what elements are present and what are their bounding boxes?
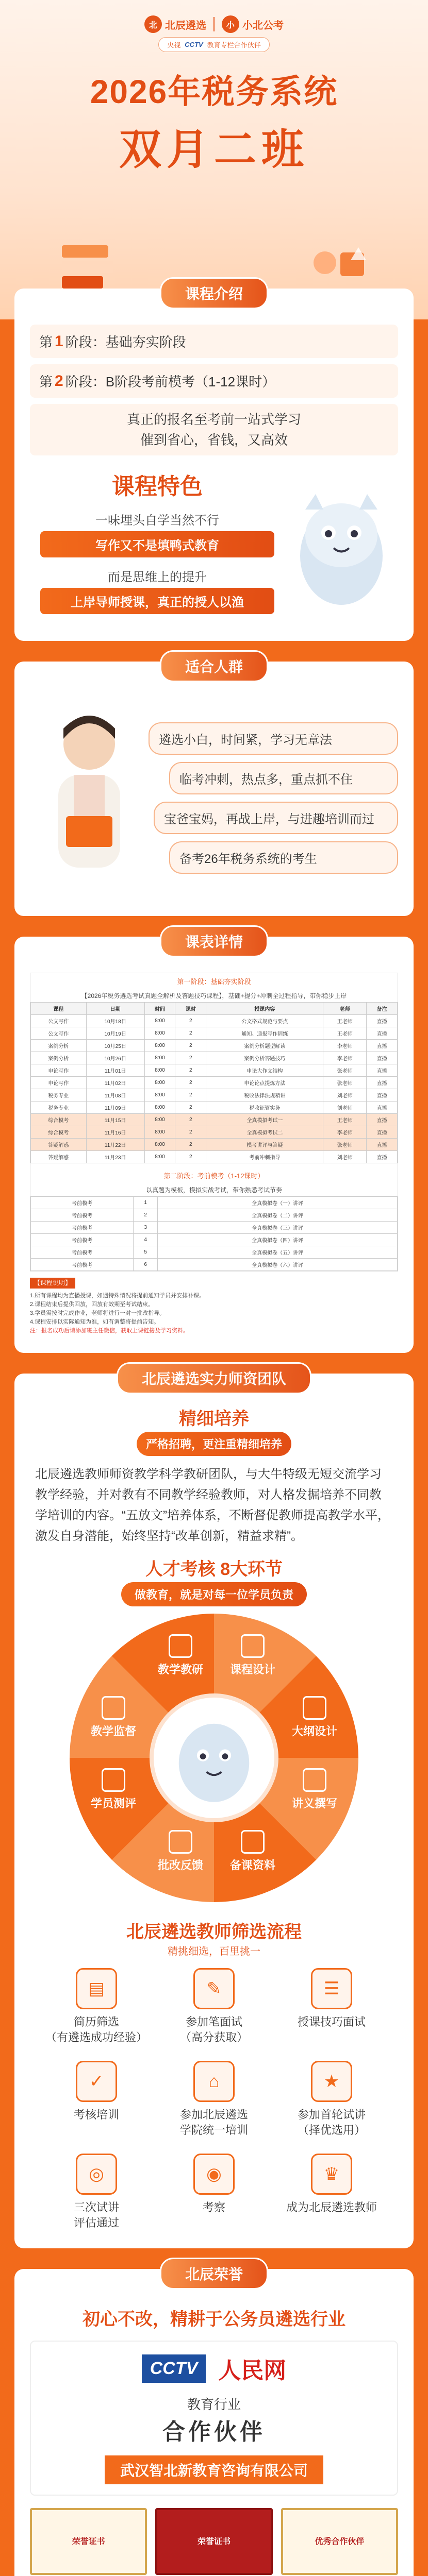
partner-prefix: 央视 [167, 41, 181, 49]
table-cell: 8:00 [144, 1077, 175, 1089]
table-cell: 直播 [367, 1139, 398, 1151]
flow-step [158, 1968, 270, 2045]
stage-number: 1 [55, 332, 63, 350]
flow-step [275, 2154, 388, 2231]
table-cell: 11月02日 [86, 1077, 144, 1089]
table-cell: 直播 [367, 1015, 398, 1027]
mascot-illustration [285, 479, 398, 613]
table-cell: 直播 [367, 1101, 398, 1114]
flow-step-label: 简历筛选 （有遴选成功经验） [45, 2015, 147, 2044]
books-illustration [62, 242, 119, 289]
table-cell: 税务专业 [31, 1089, 87, 1101]
stage2-subtitle: 以真题为模板，模拟实战考试，带你熟悉考试节奏 [145, 1187, 282, 1194]
partner-certificate [30, 2341, 398, 2496]
table-cell: 4 [134, 1234, 158, 1246]
brand-xiaobei [222, 15, 284, 33]
feature-pill: 写作又不是填鸭式教育 [40, 531, 274, 557]
table-cell: 11月15日 [86, 1114, 144, 1126]
table-cell: 8:00 [144, 1101, 175, 1114]
feature-line: 而是思维上的提升 [108, 570, 207, 584]
page-title-line1: 2026年税务系统 [90, 73, 338, 110]
wheel-title: 人才考核 8大环节 [145, 1560, 283, 1579]
table-cell: 王老师 [323, 1027, 367, 1040]
table-cell: 8:00 [144, 1027, 175, 1040]
flow-step [158, 2154, 270, 2231]
notes-title: 【课程说明】 [30, 1278, 75, 1289]
section-heading: 北辰遴选实力师资团队 [117, 1362, 311, 1394]
table-row [31, 1064, 398, 1077]
material-icon [241, 1830, 265, 1854]
flow-step [40, 2061, 153, 2138]
brand-beichen [144, 15, 206, 33]
table-cell: 11月01日 [86, 1064, 144, 1077]
certificate-grid [30, 2508, 398, 2576]
flow-step-label: 成为北辰遴选教师 [286, 2201, 377, 2214]
stage-item [30, 325, 398, 358]
table-cell: 2 [175, 1077, 206, 1089]
stage-item [30, 364, 398, 398]
table-cell: 申论写作 [31, 1064, 87, 1077]
honor-logos [41, 2352, 387, 2385]
intro-summary-line2: 催到省心，省钱，又高效 [140, 432, 288, 448]
flow-step [40, 2154, 153, 2231]
table-row [31, 1234, 398, 1246]
wheel-item [85, 1696, 142, 1739]
table-cell: 考前冲刺指导 [206, 1151, 323, 1163]
course-intro-section [14, 286, 414, 641]
table-cell: 2 [175, 1151, 206, 1163]
table-row [31, 1259, 398, 1271]
table-cell: 税务专业 [31, 1101, 87, 1114]
stage-prefix: 第 [39, 374, 53, 389]
table-row [31, 1246, 398, 1259]
team-section [14, 1371, 414, 2248]
flow-step-label: 参加首轮试讲 （择优选用） [297, 2108, 366, 2137]
table-cell: 全真模拟卷（三）讲评 [158, 1222, 398, 1234]
table-cell: 2 [175, 1089, 206, 1101]
table-cell: 2 [175, 1139, 206, 1151]
course-icon [241, 1634, 265, 1658]
wheel-center [150, 1693, 278, 1822]
table-cell: 2 [175, 1126, 206, 1139]
flow-step-label: 参加北辰遴选 学院统一培训 [179, 2108, 248, 2137]
table-cell: 模考讲评与答疑 [206, 1139, 323, 1151]
table-cell: 直播 [367, 1027, 398, 1040]
wheel-pill: 做教育，就是对每一位学员负责 [121, 1582, 307, 1606]
table-body [31, 1015, 398, 1163]
table-row [31, 1126, 398, 1139]
wheel-item-label: 备课资料 [229, 1859, 275, 1872]
wheel-item-label: 讲义撰写 [291, 1797, 337, 1810]
table-cell: 案例分析题型解读 [206, 1040, 323, 1052]
table-cell: 直播 [367, 1040, 398, 1052]
table-row [31, 1052, 398, 1064]
media-logo: 人民网 [218, 2358, 287, 2384]
table-cell: 案例分析 [31, 1052, 87, 1064]
table-cell: 公文写作 [31, 1015, 87, 1027]
audience-item: 临考冲刺，热点多，重点抓不住 [169, 762, 398, 794]
section-heading: 适合人群 [160, 650, 268, 682]
table-row [31, 1114, 398, 1126]
wheel-item-label: 教学教研 [157, 1663, 203, 1676]
team-subtitle: 精细培养 [179, 1409, 249, 1429]
table-cell: 全真模拟卷（二）讲评 [158, 1209, 398, 1222]
person-illustration [30, 698, 149, 899]
table-cell: 答疑解惑 [31, 1151, 87, 1163]
table-cell: 2 [175, 1052, 206, 1064]
note-line: 4.课程安排以实际通知为准，如有调整将提前告知。 [30, 1319, 160, 1325]
flow-step-icon: ◎ [76, 2154, 117, 2195]
flow-step-icon: ⌂ [193, 2061, 235, 2102]
flow-step [158, 2061, 270, 2138]
logo-divider [213, 17, 215, 31]
table-cell: 2 [175, 1114, 206, 1126]
audience-item: 备考26年税务系统的考生 [169, 841, 398, 874]
stage-prefix: 第 [39, 334, 53, 350]
table-cell: 公文写作 [31, 1027, 87, 1040]
table-cell: 11月23日 [86, 1151, 144, 1163]
column-header: 授课内容 [206, 1003, 323, 1015]
column-header: 课程 [31, 1003, 87, 1015]
wheel-item [286, 1768, 343, 1811]
table-cell: 综合模考 [31, 1114, 87, 1126]
table-cell: 直播 [367, 1077, 398, 1089]
table-cell: 刘老师 [323, 1151, 367, 1163]
honor-strong: 合作伙伴 [162, 2419, 266, 2445]
flow-step-icon: ✎ [193, 1968, 235, 2009]
beichen-logo-icon: 北 [144, 15, 162, 33]
intro-summary-line1: 真正的报名至考前一站式学习 [126, 412, 301, 427]
table-cell: 刘老师 [323, 1101, 367, 1114]
table-cell: 2 [175, 1064, 206, 1077]
certificate-label: 荣誉证书 [197, 2537, 231, 2546]
certificate-label: 优秀合作伙伴 [315, 2537, 365, 2546]
certificate [281, 2508, 398, 2575]
wheel-item-label: 教学监督 [90, 1725, 136, 1738]
honor-title: 初心不改，精耕于公务员遴选行业 [83, 2310, 345, 2329]
table-cell: 直播 [367, 1126, 398, 1139]
table-cell: 直播 [367, 1151, 398, 1163]
table-cell: 申论论点提炼方法 [206, 1077, 323, 1089]
table-cell: 全真模拟卷（五）讲评 [158, 1246, 398, 1259]
table-row [31, 1222, 398, 1234]
certificate-label: 荣誉证书 [72, 2537, 105, 2546]
partner-suffix: 教育专栏合作伙伴 [207, 41, 261, 49]
table-cell: 全真模拟卷（六）讲评 [158, 1259, 398, 1271]
flow-step-label: 三次试讲 评估通过 [73, 2201, 119, 2229]
assessment-wheel [70, 1614, 358, 1902]
table-cell: 2 [134, 1209, 158, 1222]
table-cell: 10月26日 [86, 1052, 144, 1064]
table-cell: 张老师 [323, 1064, 367, 1077]
partner-badge [158, 37, 269, 52]
table-cell: 1 [134, 1197, 158, 1209]
cctv-logo: CCTV [185, 41, 203, 48]
flow-step-label: 考察 [202, 2201, 225, 2214]
mascot-center-illustration [154, 1698, 274, 1818]
flow-step [275, 1968, 388, 2045]
table-cell: 全真模拟卷（四）讲评 [158, 1234, 398, 1246]
flow-step [40, 1968, 153, 2045]
table-cell: 3 [134, 1222, 158, 1234]
column-header: 时间 [144, 1003, 175, 1015]
table-row [31, 1027, 398, 1040]
flow-step-icon: ✓ [76, 2061, 117, 2102]
table-cell: 全真模拟考试二 [206, 1126, 323, 1139]
table-cell: 直播 [367, 1089, 398, 1101]
selection-flow [30, 1968, 398, 2231]
column-header: 备注 [367, 1003, 398, 1015]
column-header: 老师 [323, 1003, 367, 1015]
feature-line: 一味埋头自学当然不行 [95, 514, 219, 528]
course-notes [30, 1278, 398, 1335]
table-cell: 案例分析答题技巧 [206, 1052, 323, 1064]
stage2-table [30, 1196, 398, 1271]
table-cell: 全真模拟卷（一）讲评 [158, 1197, 398, 1209]
flow-subtitle: 精挑细选，百里挑一 [168, 1946, 260, 1957]
table-cell: 直播 [367, 1052, 398, 1064]
feedback-icon [169, 1830, 192, 1854]
xiaobei-logo-icon: 小 [222, 15, 239, 33]
stage-suffix: 阶段： [65, 334, 106, 350]
table-cell: 8:00 [144, 1064, 175, 1077]
table-cell: 直播 [367, 1114, 398, 1126]
table-cell: 2 [175, 1040, 206, 1052]
flow-step [275, 2061, 388, 2138]
table-cell: 2 [175, 1015, 206, 1027]
features-text [30, 468, 285, 623]
certificate [30, 2508, 147, 2575]
table-cell: 8:00 [144, 1139, 175, 1151]
table-cell: 考前模考 [31, 1222, 134, 1234]
stage2-table-body [31, 1197, 398, 1271]
section-heading: 北辰荣誉 [160, 2258, 268, 2290]
honor-section [14, 2266, 414, 2576]
shapes-illustration [309, 242, 371, 283]
wheel-item-label: 课程设计 [229, 1663, 275, 1676]
table-cell: 申论大作文结构 [206, 1064, 323, 1077]
column-header: 课时 [175, 1003, 206, 1015]
table-cell: 8:00 [144, 1040, 175, 1052]
table-subtitle: 【2026年税务遴选考试真题全解析及答题技巧课程】，基础+提分+冲刺全过程指导，带你稳步上岸 [81, 992, 347, 999]
stage-text: B阶段考前模考（1-12课时） [105, 374, 276, 389]
flow-step-icon: ▤ [76, 1968, 117, 2009]
table-cell: 考前模考 [31, 1197, 134, 1209]
table-cell: 答疑解惑 [31, 1139, 87, 1151]
cctv-logo: CCTV [142, 2354, 206, 2383]
schedule-table [30, 1002, 398, 1163]
table-cell: 税收法律法规精讲 [206, 1089, 323, 1101]
stage-text: 基础夯实阶段 [105, 334, 186, 350]
table-cell: 李老师 [323, 1052, 367, 1064]
intro-summary [30, 404, 398, 455]
table-cell: 10月25日 [86, 1040, 144, 1052]
outline-icon [303, 1696, 326, 1720]
table-cell: 8:00 [144, 1089, 175, 1101]
column-header: 日期 [86, 1003, 144, 1015]
header [0, 0, 428, 319]
feature-pill: 上岸导师授课，真正的授人以渔 [40, 588, 274, 614]
schedule-table-box [30, 973, 398, 1272]
table-cell: 11月09日 [86, 1101, 144, 1114]
wheel-item [224, 1830, 281, 1873]
table-cell: 考前模考 [31, 1246, 134, 1259]
page-title-line2: 双月二班 [119, 126, 309, 173]
supervision-icon [102, 1696, 125, 1720]
wheel-item-label: 大纲设计 [291, 1725, 337, 1738]
table-cell: 6 [134, 1259, 158, 1271]
table-cell: 考前模考 [31, 1234, 134, 1246]
features-title: 课程特色 [112, 474, 203, 499]
schedule-section [14, 934, 414, 1353]
table-row [31, 1139, 398, 1151]
table-row [31, 1151, 398, 1163]
wheel-item-label: 批改反馈 [157, 1859, 203, 1872]
team-paragraph: 北辰遴选教师师资教学科学教研团队，与大牛特级无短交流学习教学经验，并对教有不同教学经验教师，对人格发掘培养不同教学培训的内容。“五放文”培养体系，不断督促教师提高教学水平，激发自身潜能，始终坚持“改革创新，精益求精”。 [35, 1467, 390, 1543]
table-row [31, 1101, 398, 1114]
table-row [31, 1015, 398, 1027]
table-cell: 11月22日 [86, 1139, 144, 1151]
team-pill: 严格招聘，更注重精细培养 [137, 1432, 291, 1456]
audience-item: 宝爸宝妈，再战上岸，与进趣培训而过 [154, 802, 398, 834]
wheel-item [286, 1696, 343, 1739]
table-cell: 8:00 [144, 1151, 175, 1163]
handout-icon [303, 1768, 326, 1792]
table-cell: 5 [134, 1246, 158, 1259]
table-cell: 11月08日 [86, 1089, 144, 1101]
table-cell: 李老师 [323, 1040, 367, 1052]
table-cell: 8:00 [144, 1114, 175, 1126]
note-line: 2.课程结束后提供回放，回放有效期至考试结束。 [30, 1301, 154, 1308]
audience-list [149, 715, 398, 881]
brand1-label: 北辰遴选 [165, 20, 206, 31]
table-cell: 考前模考 [31, 1209, 134, 1222]
table-cell: 王老师 [323, 1015, 367, 1027]
stage-number: 2 [55, 372, 63, 389]
flow-title: 北辰遴选教师筛选流程 [126, 1922, 302, 1942]
note-line: 1.所有课程均为直播授课，如遇特殊情况将提前通知学员并安排补课。 [30, 1293, 205, 1299]
flow-step-icon: ★ [311, 2061, 352, 2102]
table-row [31, 1040, 398, 1052]
table-cell: 8:00 [144, 1052, 175, 1064]
audience-item: 遴选小白，时间紧，学习无章法 [149, 722, 398, 755]
table-cell: 8:00 [144, 1015, 175, 1027]
honor-line: 教育行业 [187, 2397, 241, 2412]
note-line: 3.学员需按时完成作业，老师将进行一对一批改指导。 [30, 1310, 166, 1316]
section-heading: 课表详情 [160, 925, 268, 957]
table-row [31, 1209, 398, 1222]
table-cell: 2 [175, 1027, 206, 1040]
section-heading: 课程介绍 [160, 277, 268, 309]
flow-step-icon: ♛ [311, 2154, 352, 2195]
table-cell: 综合模考 [31, 1126, 87, 1139]
wheel-item-label: 学员测评 [90, 1797, 136, 1810]
table-cell: 10月19日 [86, 1027, 144, 1040]
table-header-row [31, 1003, 398, 1015]
table-cell: 2 [175, 1101, 206, 1114]
table-cell: 申论写作 [31, 1077, 87, 1089]
table-row [31, 1077, 398, 1089]
table-cell: 全真模拟考试一 [206, 1114, 323, 1126]
flow-step-icon: ◉ [193, 2154, 235, 2195]
table-cell: 11月16日 [86, 1126, 144, 1139]
table-cell: 张老师 [323, 1139, 367, 1151]
wheel-item [224, 1634, 281, 1677]
wheel-item [152, 1830, 209, 1873]
table-cell: 王老师 [323, 1114, 367, 1126]
table-title: 第一阶段：基础夯实阶段 [177, 978, 251, 986]
table-row [31, 1089, 398, 1101]
table-cell: 通知、通报写作训练 [206, 1027, 323, 1040]
certificate [155, 2508, 272, 2575]
table-cell: 税收征管实务 [206, 1101, 323, 1114]
table-cell: 公文格式规范与要点 [206, 1015, 323, 1027]
brand-logos [0, 15, 428, 33]
flow-step-label: 授课技巧面试 [297, 2015, 366, 2028]
table-cell: 刘老师 [323, 1089, 367, 1101]
note-highlight: 注：报名成功后请添加班主任微信，获取上课链接及学习资料。 [30, 1328, 189, 1334]
flow-step-icon: ☰ [311, 1968, 352, 2009]
wheel-item [85, 1768, 142, 1811]
table-row [31, 1197, 398, 1209]
table-cell: 8:00 [144, 1126, 175, 1139]
stage2-title: 第二阶段：考前模考（1-12课时） [163, 1172, 265, 1180]
company-name: 武汉智北新教育咨询有限公司 [105, 2455, 323, 2484]
stage-suffix: 阶段： [65, 374, 106, 389]
table-cell: 考前模考 [31, 1259, 134, 1271]
evaluation-icon [102, 1768, 125, 1792]
table-cell: 张老师 [323, 1077, 367, 1089]
teaching-icon [169, 1634, 192, 1658]
table-cell: 直播 [367, 1064, 398, 1077]
table-cell: 10月18日 [86, 1015, 144, 1027]
brand2-label: 小北公考 [242, 20, 284, 31]
features-block [30, 468, 398, 623]
flow-step-label: 参加笔面试 （高分获取） [179, 2015, 248, 2044]
table-cell: 案例分析 [31, 1040, 87, 1052]
wheel-item [152, 1634, 209, 1677]
audience-block [30, 698, 398, 899]
flow-step-label: 考核培训 [73, 2108, 119, 2121]
audience-section [14, 659, 414, 916]
table-cell: 李老师 [323, 1126, 367, 1139]
